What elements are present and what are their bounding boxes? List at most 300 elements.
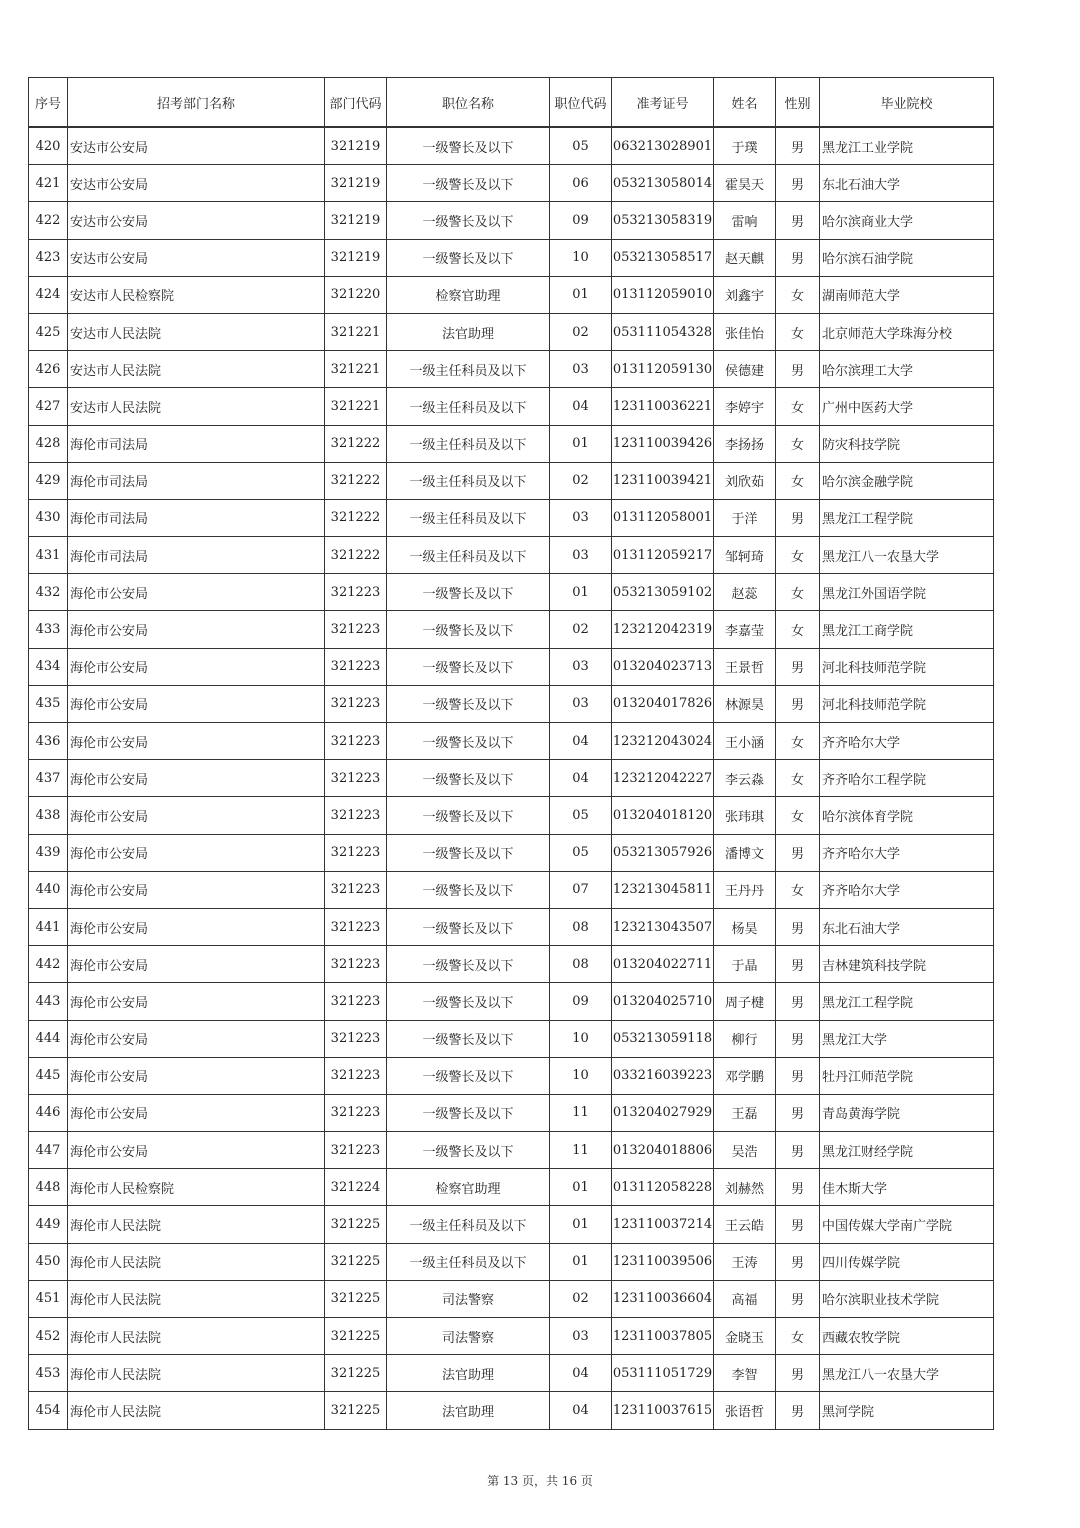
cell-name: 张玮琪 <box>714 797 776 834</box>
cell-position-code: 02 <box>550 1280 612 1317</box>
cell-position: 一级警长及以下 <box>387 723 550 760</box>
cell-position-code: 10 <box>550 1020 612 1057</box>
cell-gender: 男 <box>776 1132 820 1169</box>
cell-name: 李嘉莹 <box>714 611 776 648</box>
cell-exam-id: 013204017826 <box>612 685 714 722</box>
table-row <box>29 1206 994 1243</box>
cell-seq: 439 <box>29 834 68 871</box>
cell-dept-code: 321223 <box>325 574 387 611</box>
cell-seq: 444 <box>29 1020 68 1057</box>
cell-exam-id: 123212043024 <box>612 723 714 760</box>
cell-gender: 女 <box>776 276 820 313</box>
cell-position: 一级主任科员及以下 <box>387 462 550 499</box>
cell-seq: 449 <box>29 1206 68 1243</box>
cell-position-code: 03 <box>550 499 612 536</box>
table-row <box>29 537 994 574</box>
cell-gender: 男 <box>776 1169 820 1206</box>
cell-name: 杨昊 <box>714 908 776 945</box>
table-row <box>29 1094 994 1131</box>
cell-position: 一级警长及以下 <box>387 611 550 648</box>
cell-school: 黑龙江工业学院 <box>820 127 994 165</box>
cell-seq: 446 <box>29 1094 68 1131</box>
cell-exam-id: 123110039426 <box>612 425 714 462</box>
cell-exam-id: 123110039506 <box>612 1243 714 1280</box>
cell-school: 黑龙江八一农垦大学 <box>820 1355 994 1392</box>
cell-exam-id: 053213058517 <box>612 239 714 276</box>
cell-position: 一级警长及以下 <box>387 834 550 871</box>
cell-gender: 男 <box>776 685 820 722</box>
cell-dept-code: 321225 <box>325 1206 387 1243</box>
cell-name: 潘博文 <box>714 834 776 871</box>
cell-position-code: 08 <box>550 946 612 983</box>
cell-seq: 441 <box>29 908 68 945</box>
cell-position-code: 04 <box>550 1392 612 1429</box>
table-row <box>29 871 994 908</box>
table-row <box>29 1132 994 1169</box>
cell-exam-id: 013204025710 <box>612 983 714 1020</box>
cell-department: 海伦市司法局 <box>68 499 325 536</box>
cell-gender: 男 <box>776 983 820 1020</box>
cell-gender: 男 <box>776 202 820 239</box>
cell-name: 李扬扬 <box>714 425 776 462</box>
cell-exam-id: 053213057926 <box>612 834 714 871</box>
cell-name: 于璞 <box>714 127 776 165</box>
cell-department: 安达市公安局 <box>68 165 325 202</box>
cell-position: 一级主任科员及以下 <box>387 351 550 388</box>
cell-department: 海伦市人民法院 <box>68 1318 325 1355</box>
cell-dept-code: 321223 <box>325 983 387 1020</box>
cell-dept-code: 321222 <box>325 499 387 536</box>
cell-name: 李智 <box>714 1355 776 1392</box>
cell-seq: 448 <box>29 1169 68 1206</box>
cell-dept-code: 321220 <box>325 276 387 313</box>
header-school: 毕业院校 <box>820 78 994 128</box>
cell-dept-code: 321223 <box>325 871 387 908</box>
cell-position-code: 03 <box>550 1318 612 1355</box>
cell-dept-code: 321223 <box>325 797 387 834</box>
cell-department: 海伦市公安局 <box>68 648 325 685</box>
results-table <box>28 77 994 1430</box>
cell-dept-code: 321225 <box>325 1318 387 1355</box>
cell-exam-id: 123213043507 <box>612 908 714 945</box>
cell-seq: 443 <box>29 983 68 1020</box>
cell-position-code: 01 <box>550 574 612 611</box>
cell-position: 一级主任科员及以下 <box>387 425 550 462</box>
table-row <box>29 313 994 350</box>
table-row <box>29 797 994 834</box>
cell-position: 法官助理 <box>387 313 550 350</box>
header-exam-id: 准考证号 <box>612 78 714 128</box>
header-gender: 性别 <box>776 78 820 128</box>
cell-position-code: 03 <box>550 685 612 722</box>
cell-school: 黑龙江外国语学院 <box>820 574 994 611</box>
cell-school: 北京师范大学珠海分校 <box>820 313 994 350</box>
cell-position: 一级主任科员及以下 <box>387 537 550 574</box>
cell-school: 黑龙江工程学院 <box>820 983 994 1020</box>
cell-school: 广州中医药大学 <box>820 388 994 425</box>
cell-gender: 女 <box>776 611 820 648</box>
table-row <box>29 1355 994 1392</box>
cell-department: 海伦市人民法院 <box>68 1355 325 1392</box>
cell-position-code: 05 <box>550 834 612 871</box>
cell-gender: 男 <box>776 239 820 276</box>
cell-department: 海伦市公安局 <box>68 1094 325 1131</box>
cell-position-code: 06 <box>550 165 612 202</box>
cell-seq: 454 <box>29 1392 68 1429</box>
cell-school: 河北科技师范学院 <box>820 685 994 722</box>
cell-school: 黑河学院 <box>820 1392 994 1429</box>
cell-exam-id: 053213059118 <box>612 1020 714 1057</box>
table-row <box>29 1020 994 1057</box>
cell-school: 哈尔滨理工大学 <box>820 351 994 388</box>
cell-gender: 男 <box>776 351 820 388</box>
cell-department: 海伦市公安局 <box>68 946 325 983</box>
cell-exam-id: 053111051729 <box>612 1355 714 1392</box>
cell-position-code: 04 <box>550 1355 612 1392</box>
cell-school: 黑龙江八一农垦大学 <box>820 537 994 574</box>
cell-seq: 440 <box>29 871 68 908</box>
cell-department: 海伦市人民检察院 <box>68 1169 325 1206</box>
cell-department: 海伦市公安局 <box>68 797 325 834</box>
cell-dept-code: 321223 <box>325 760 387 797</box>
cell-seq: 450 <box>29 1243 68 1280</box>
cell-exam-id: 123110039421 <box>612 462 714 499</box>
cell-dept-code: 321224 <box>325 1169 387 1206</box>
cell-seq: 425 <box>29 313 68 350</box>
cell-position-code: 10 <box>550 1057 612 1094</box>
cell-exam-id: 063213028901 <box>612 127 714 165</box>
cell-department: 海伦市人民法院 <box>68 1243 325 1280</box>
cell-exam-id: 053213059102 <box>612 574 714 611</box>
cell-name: 赵蕊 <box>714 574 776 611</box>
cell-department: 海伦市公安局 <box>68 611 325 648</box>
table-row <box>29 1280 994 1317</box>
cell-seq: 434 <box>29 648 68 685</box>
cell-exam-id: 123110036604 <box>612 1280 714 1317</box>
cell-seq: 427 <box>29 388 68 425</box>
header-dept-code: 部门代码 <box>325 78 387 128</box>
cell-school: 黑龙江财经学院 <box>820 1132 994 1169</box>
cell-school: 防灾科技学院 <box>820 425 994 462</box>
cell-gender: 女 <box>776 723 820 760</box>
cell-department: 海伦市公安局 <box>68 834 325 871</box>
cell-department: 海伦市公安局 <box>68 908 325 945</box>
cell-seq: 447 <box>29 1132 68 1169</box>
cell-dept-code: 321222 <box>325 425 387 462</box>
cell-department: 海伦市人民法院 <box>68 1280 325 1317</box>
cell-department: 海伦市人民法院 <box>68 1392 325 1429</box>
cell-seq: 421 <box>29 165 68 202</box>
cell-gender: 男 <box>776 1280 820 1317</box>
header-position: 职位名称 <box>387 78 550 128</box>
cell-dept-code: 321223 <box>325 648 387 685</box>
cell-dept-code: 321223 <box>325 1020 387 1057</box>
cell-gender: 男 <box>776 165 820 202</box>
cell-position-code: 04 <box>550 388 612 425</box>
cell-department: 安达市公安局 <box>68 202 325 239</box>
cell-school: 齐齐哈尔大学 <box>820 834 994 871</box>
table-row <box>29 908 994 945</box>
cell-school: 哈尔滨金融学院 <box>820 462 994 499</box>
cell-gender: 女 <box>776 313 820 350</box>
table-row <box>29 574 994 611</box>
cell-position: 一级警长及以下 <box>387 165 550 202</box>
table-row <box>29 611 994 648</box>
cell-position-code: 04 <box>550 723 612 760</box>
cell-position-code: 08 <box>550 908 612 945</box>
cell-position: 一级警长及以下 <box>387 685 550 722</box>
cell-gender: 男 <box>776 127 820 165</box>
cell-seq: 436 <box>29 723 68 760</box>
cell-position-code: 01 <box>550 276 612 313</box>
cell-name: 王磊 <box>714 1094 776 1131</box>
cell-seq: 451 <box>29 1280 68 1317</box>
cell-position-code: 03 <box>550 648 612 685</box>
cell-department: 海伦市公安局 <box>68 574 325 611</box>
cell-gender: 男 <box>776 1094 820 1131</box>
cell-department: 安达市人民法院 <box>68 388 325 425</box>
table-row <box>29 1318 994 1355</box>
cell-gender: 女 <box>776 462 820 499</box>
cell-dept-code: 321219 <box>325 127 387 165</box>
cell-gender: 女 <box>776 1318 820 1355</box>
cell-school: 黑龙江大学 <box>820 1020 994 1057</box>
table-row <box>29 462 994 499</box>
cell-school: 哈尔滨石油学院 <box>820 239 994 276</box>
cell-position: 一级警长及以下 <box>387 648 550 685</box>
cell-name: 柳行 <box>714 1020 776 1057</box>
cell-name: 霍昊天 <box>714 165 776 202</box>
cell-name: 林源昊 <box>714 685 776 722</box>
cell-position-code: 02 <box>550 462 612 499</box>
cell-position-code: 10 <box>550 239 612 276</box>
cell-dept-code: 321223 <box>325 611 387 648</box>
cell-department: 海伦市人民法院 <box>68 1206 325 1243</box>
header-seq: 序号 <box>29 78 68 128</box>
cell-dept-code: 321222 <box>325 462 387 499</box>
cell-school: 齐齐哈尔工程学院 <box>820 760 994 797</box>
cell-exam-id: 013204018120 <box>612 797 714 834</box>
cell-seq: 432 <box>29 574 68 611</box>
cell-exam-id: 013112059130 <box>612 351 714 388</box>
cell-department: 海伦市公安局 <box>68 685 325 722</box>
cell-department: 安达市人民法院 <box>68 313 325 350</box>
cell-position-code: 09 <box>550 983 612 1020</box>
cell-exam-id: 013204027929 <box>612 1094 714 1131</box>
cell-department: 海伦市司法局 <box>68 462 325 499</box>
cell-position: 一级警长及以下 <box>387 760 550 797</box>
cell-position: 法官助理 <box>387 1355 550 1392</box>
cell-gender: 男 <box>776 499 820 536</box>
cell-dept-code: 321225 <box>325 1280 387 1317</box>
cell-position-code: 11 <box>550 1132 612 1169</box>
cell-name: 周子楗 <box>714 983 776 1020</box>
cell-name: 金晓玉 <box>714 1318 776 1355</box>
cell-name: 邹轲琦 <box>714 537 776 574</box>
cell-school: 西藏农牧学院 <box>820 1318 994 1355</box>
cell-school: 黑龙江工商学院 <box>820 611 994 648</box>
cell-exam-id: 013112058001 <box>612 499 714 536</box>
cell-dept-code: 321225 <box>325 1355 387 1392</box>
cell-position-code: 02 <box>550 313 612 350</box>
table-row <box>29 1057 994 1094</box>
cell-dept-code: 321223 <box>325 908 387 945</box>
cell-school: 吉林建筑科技学院 <box>820 946 994 983</box>
cell-department: 海伦市公安局 <box>68 1057 325 1094</box>
cell-department: 安达市人民法院 <box>68 351 325 388</box>
cell-exam-id: 013112059010 <box>612 276 714 313</box>
cell-position: 检察官助理 <box>387 276 550 313</box>
cell-position: 一级主任科员及以下 <box>387 388 550 425</box>
cell-name: 刘欣茹 <box>714 462 776 499</box>
cell-dept-code: 321221 <box>325 313 387 350</box>
cell-position: 一级警长及以下 <box>387 908 550 945</box>
cell-exam-id: 013204018806 <box>612 1132 714 1169</box>
cell-seq: 430 <box>29 499 68 536</box>
cell-position-code: 04 <box>550 760 612 797</box>
cell-school: 哈尔滨体育学院 <box>820 797 994 834</box>
cell-seq: 420 <box>29 127 68 165</box>
cell-department: 海伦市司法局 <box>68 425 325 462</box>
cell-position: 一级警长及以下 <box>387 1020 550 1057</box>
cell-gender: 男 <box>776 834 820 871</box>
cell-seq: 433 <box>29 611 68 648</box>
cell-dept-code: 321223 <box>325 685 387 722</box>
cell-position-code: 05 <box>550 797 612 834</box>
table-row <box>29 239 994 276</box>
cell-exam-id: 053213058014 <box>612 165 714 202</box>
cell-gender: 女 <box>776 760 820 797</box>
table-row <box>29 1169 994 1206</box>
cell-position-code: 01 <box>550 1206 612 1243</box>
cell-position: 一级警长及以下 <box>387 1132 550 1169</box>
cell-name: 张语哲 <box>714 1392 776 1429</box>
cell-exam-id: 123110037805 <box>612 1318 714 1355</box>
cell-gender: 男 <box>776 946 820 983</box>
cell-exam-id: 123212042227 <box>612 760 714 797</box>
cell-gender: 男 <box>776 648 820 685</box>
cell-exam-id: 123110037615 <box>612 1392 714 1429</box>
table-row <box>29 127 994 165</box>
cell-department: 海伦市公安局 <box>68 983 325 1020</box>
table-row <box>29 276 994 313</box>
table-row <box>29 1392 994 1429</box>
cell-department: 海伦市公安局 <box>68 1020 325 1057</box>
cell-name: 王丹丹 <box>714 871 776 908</box>
cell-seq: 431 <box>29 537 68 574</box>
cell-position-code: 01 <box>550 1243 612 1280</box>
table-row <box>29 723 994 760</box>
cell-school: 河北科技师范学院 <box>820 648 994 685</box>
cell-dept-code: 321225 <box>325 1243 387 1280</box>
cell-school: 牡丹江师范学院 <box>820 1057 994 1094</box>
cell-position: 一级警长及以下 <box>387 574 550 611</box>
cell-gender: 男 <box>776 1392 820 1429</box>
cell-school: 哈尔滨职业技术学院 <box>820 1280 994 1317</box>
cell-department: 海伦市司法局 <box>68 537 325 574</box>
cell-seq: 429 <box>29 462 68 499</box>
table-row <box>29 685 994 722</box>
cell-exam-id: 123213045811 <box>612 871 714 908</box>
cell-position: 一级警长及以下 <box>387 202 550 239</box>
cell-exam-id: 033216039223 <box>612 1057 714 1094</box>
cell-exam-id: 123110037214 <box>612 1206 714 1243</box>
cell-dept-code: 321223 <box>325 723 387 760</box>
cell-exam-id: 123212042319 <box>612 611 714 648</box>
cell-gender: 男 <box>776 1057 820 1094</box>
cell-department: 海伦市公安局 <box>68 1132 325 1169</box>
cell-dept-code: 321223 <box>325 946 387 983</box>
cell-dept-code: 321225 <box>325 1392 387 1429</box>
cell-school: 东北石油大学 <box>820 165 994 202</box>
cell-seq: 428 <box>29 425 68 462</box>
cell-seq: 438 <box>29 797 68 834</box>
cell-position: 一级主任科员及以下 <box>387 1206 550 1243</box>
cell-seq: 435 <box>29 685 68 722</box>
cell-school: 齐齐哈尔大学 <box>820 723 994 760</box>
cell-gender: 男 <box>776 1206 820 1243</box>
cell-position: 一级警长及以下 <box>387 983 550 1020</box>
cell-position: 一级警长及以下 <box>387 239 550 276</box>
cell-exam-id: 013112058228 <box>612 1169 714 1206</box>
table-row <box>29 648 994 685</box>
table-row <box>29 202 994 239</box>
cell-position: 一级警长及以下 <box>387 1057 550 1094</box>
cell-name: 张佳怡 <box>714 313 776 350</box>
table-row <box>29 760 994 797</box>
cell-name: 王云皓 <box>714 1206 776 1243</box>
cell-position-code: 09 <box>550 202 612 239</box>
cell-exam-id: 053213058319 <box>612 202 714 239</box>
cell-position: 司法警察 <box>387 1318 550 1355</box>
header-name: 姓名 <box>714 78 776 128</box>
cell-school: 佳木斯大学 <box>820 1169 994 1206</box>
cell-name: 刘鑫宇 <box>714 276 776 313</box>
cell-dept-code: 321219 <box>325 239 387 276</box>
table-row <box>29 425 994 462</box>
cell-position-code: 11 <box>550 1094 612 1131</box>
cell-name: 刘赫然 <box>714 1169 776 1206</box>
cell-position: 一级警长及以下 <box>387 1094 550 1131</box>
cell-exam-id: 053111054328 <box>612 313 714 350</box>
header-position-code: 职位代码 <box>550 78 612 128</box>
cell-position: 一级警长及以下 <box>387 946 550 983</box>
cell-seq: 452 <box>29 1318 68 1355</box>
table-row <box>29 388 994 425</box>
table-row <box>29 983 994 1020</box>
table-row <box>29 351 994 388</box>
cell-school: 湖南师范大学 <box>820 276 994 313</box>
cell-seq: 424 <box>29 276 68 313</box>
cell-name: 李婷宇 <box>714 388 776 425</box>
cell-school: 东北石油大学 <box>820 908 994 945</box>
cell-seq: 423 <box>29 239 68 276</box>
cell-dept-code: 321223 <box>325 1094 387 1131</box>
cell-exam-id: 013204022711 <box>612 946 714 983</box>
cell-position-code: 07 <box>550 871 612 908</box>
header-row <box>29 78 994 128</box>
table-row <box>29 165 994 202</box>
cell-seq: 422 <box>29 202 68 239</box>
cell-name: 侯德建 <box>714 351 776 388</box>
cell-dept-code: 321222 <box>325 537 387 574</box>
table-row <box>29 946 994 983</box>
cell-dept-code: 321221 <box>325 388 387 425</box>
cell-department: 安达市公安局 <box>68 239 325 276</box>
cell-position-code: 05 <box>550 127 612 165</box>
cell-name: 吴浩 <box>714 1132 776 1169</box>
cell-gender: 男 <box>776 1355 820 1392</box>
